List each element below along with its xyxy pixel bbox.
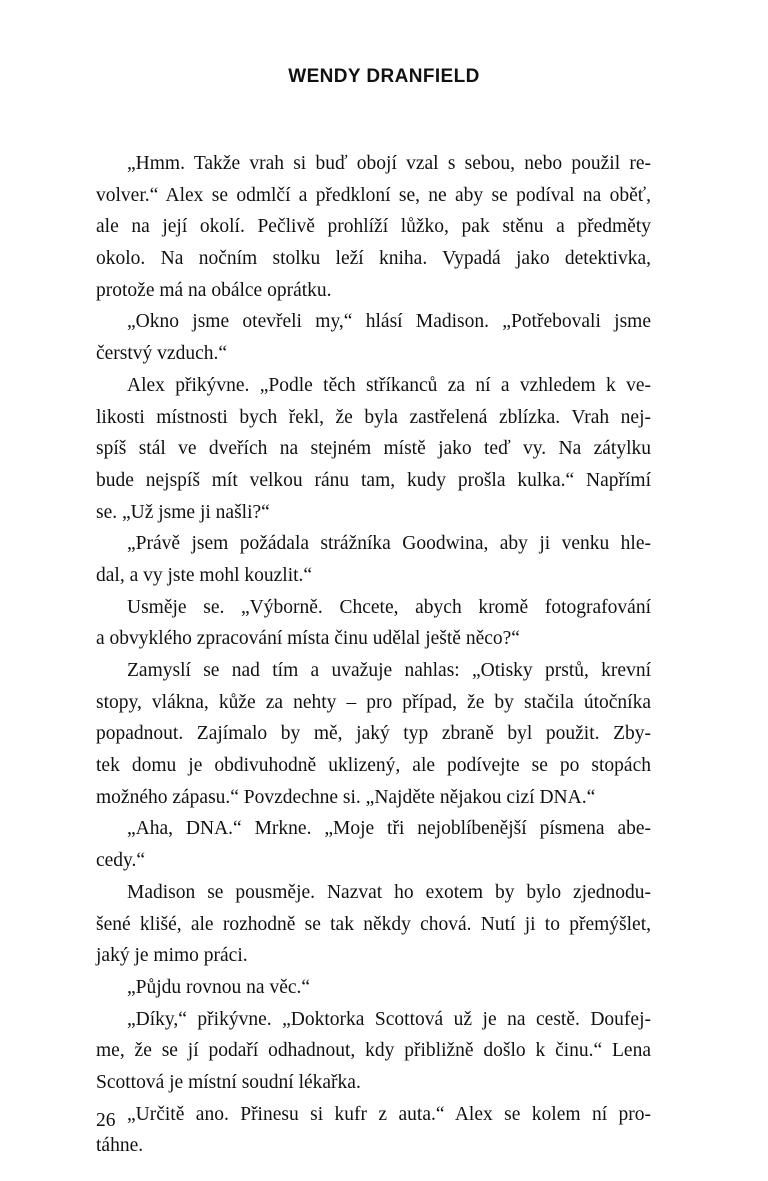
text-line: volver.“ Alex se odmlčí a předkloní se, ne aby se podíval na oběť, xyxy=(96,184,651,206)
text-line: „Právě jsem požádala strážníka Goodwina, aby ji venku hle- xyxy=(127,533,651,555)
text-line: a obvyklého zpracování místa činu udělal ještě něco?“ xyxy=(96,628,520,650)
body-text xyxy=(96,148,651,1162)
text-line: Alex přikývne. „Podle těch stříkanců za ní a vzhledem k ve- xyxy=(127,374,651,396)
text-line: okolo. Na nočním stolku leží kniha. Vypadá jako detektivka, xyxy=(96,248,651,270)
text-line: protože má na obálce oprátku. xyxy=(96,279,332,301)
text-line: „Určitě ano. Přinesu si kufr z auta.“ Alex se kolem ní pro- xyxy=(127,1103,651,1125)
text-line: Madison se pousměje. Nazvat ho exotem by bylo zjednodu- xyxy=(127,881,651,903)
text-line: popadnout. Zajímalo by mě, jaký typ zbraně byl použit. Zby- xyxy=(96,723,651,745)
text-line: spíš stál ve dveřích na stejném místě jako teď vy. Na zátylku xyxy=(96,438,651,460)
text-line: Scottová je místní soudní lékařka. xyxy=(96,1071,361,1093)
text-line: „Díky,“ přikývne. „Doktorka Scottová už je na cestě. Doufej- xyxy=(127,1008,651,1030)
text-line: „Okno jsme otevřeli my,“ hlásí Madison. „Potřebovali jsme xyxy=(127,311,651,333)
text-line: stopy, vlákna, kůže za nehty – pro případ, že by stačila útočníka xyxy=(96,691,651,713)
text-line: jaký je mimo práci. xyxy=(96,945,248,967)
text-line: likosti místnosti bych řekl, že byla zastřelená zblízka. Vrah nej- xyxy=(96,406,651,428)
text-line: Usměje se. „Výborně. Chcete, abych kromě fotografování xyxy=(127,596,651,618)
text-line: „Půjdu rovnou na věc.“ xyxy=(127,976,311,998)
page-number: 26 xyxy=(96,1110,116,1131)
text-line: šené klišé, ale rozhodně se tak někdy chová. Nutí ji to přemýšlet, xyxy=(96,913,651,935)
text-line: „Aha, DNA.“ Mrkne. „Moje tři nejoblíbenější písmena abe- xyxy=(127,818,651,840)
text-line: čerstvý vzduch.“ xyxy=(96,343,228,365)
running-head: WENDY DRANFIELD xyxy=(288,66,480,87)
text-line: táhne. xyxy=(96,1135,144,1157)
text-line: Zamyslí se nad tím a uvažuje nahlas: „Otisky prstů, krevní xyxy=(127,660,651,681)
text-line: se. „Už jsme ji našli?“ xyxy=(96,501,270,523)
text-line: tek domu je obdivuhodně uklizený, ale podívejte se po stopách xyxy=(96,755,651,777)
text-line: bude nejspíš mít velkou ránu tam, kudy prošla kulka.“ Napřímí xyxy=(96,469,651,491)
text-line: „Hmm. Takže vrah si buď obojí vzal s sebou, nebo použil re- xyxy=(127,153,651,174)
text-line: ale na její okolí. Pečlivě prohlíží lůžko, pak stěnu a předměty xyxy=(96,216,651,238)
text-line: dal, a vy jste mohl kouzlit.“ xyxy=(96,564,313,586)
text-line: možného zápasu.“ Povzdechne si. „Najděte nějakou cizí DNA.“ xyxy=(96,786,596,808)
text-line: cedy.“ xyxy=(96,850,146,872)
text-line: me, že se jí podaří odhadnout, kdy přibližně došlo k činu.“ Lena xyxy=(96,1040,651,1062)
